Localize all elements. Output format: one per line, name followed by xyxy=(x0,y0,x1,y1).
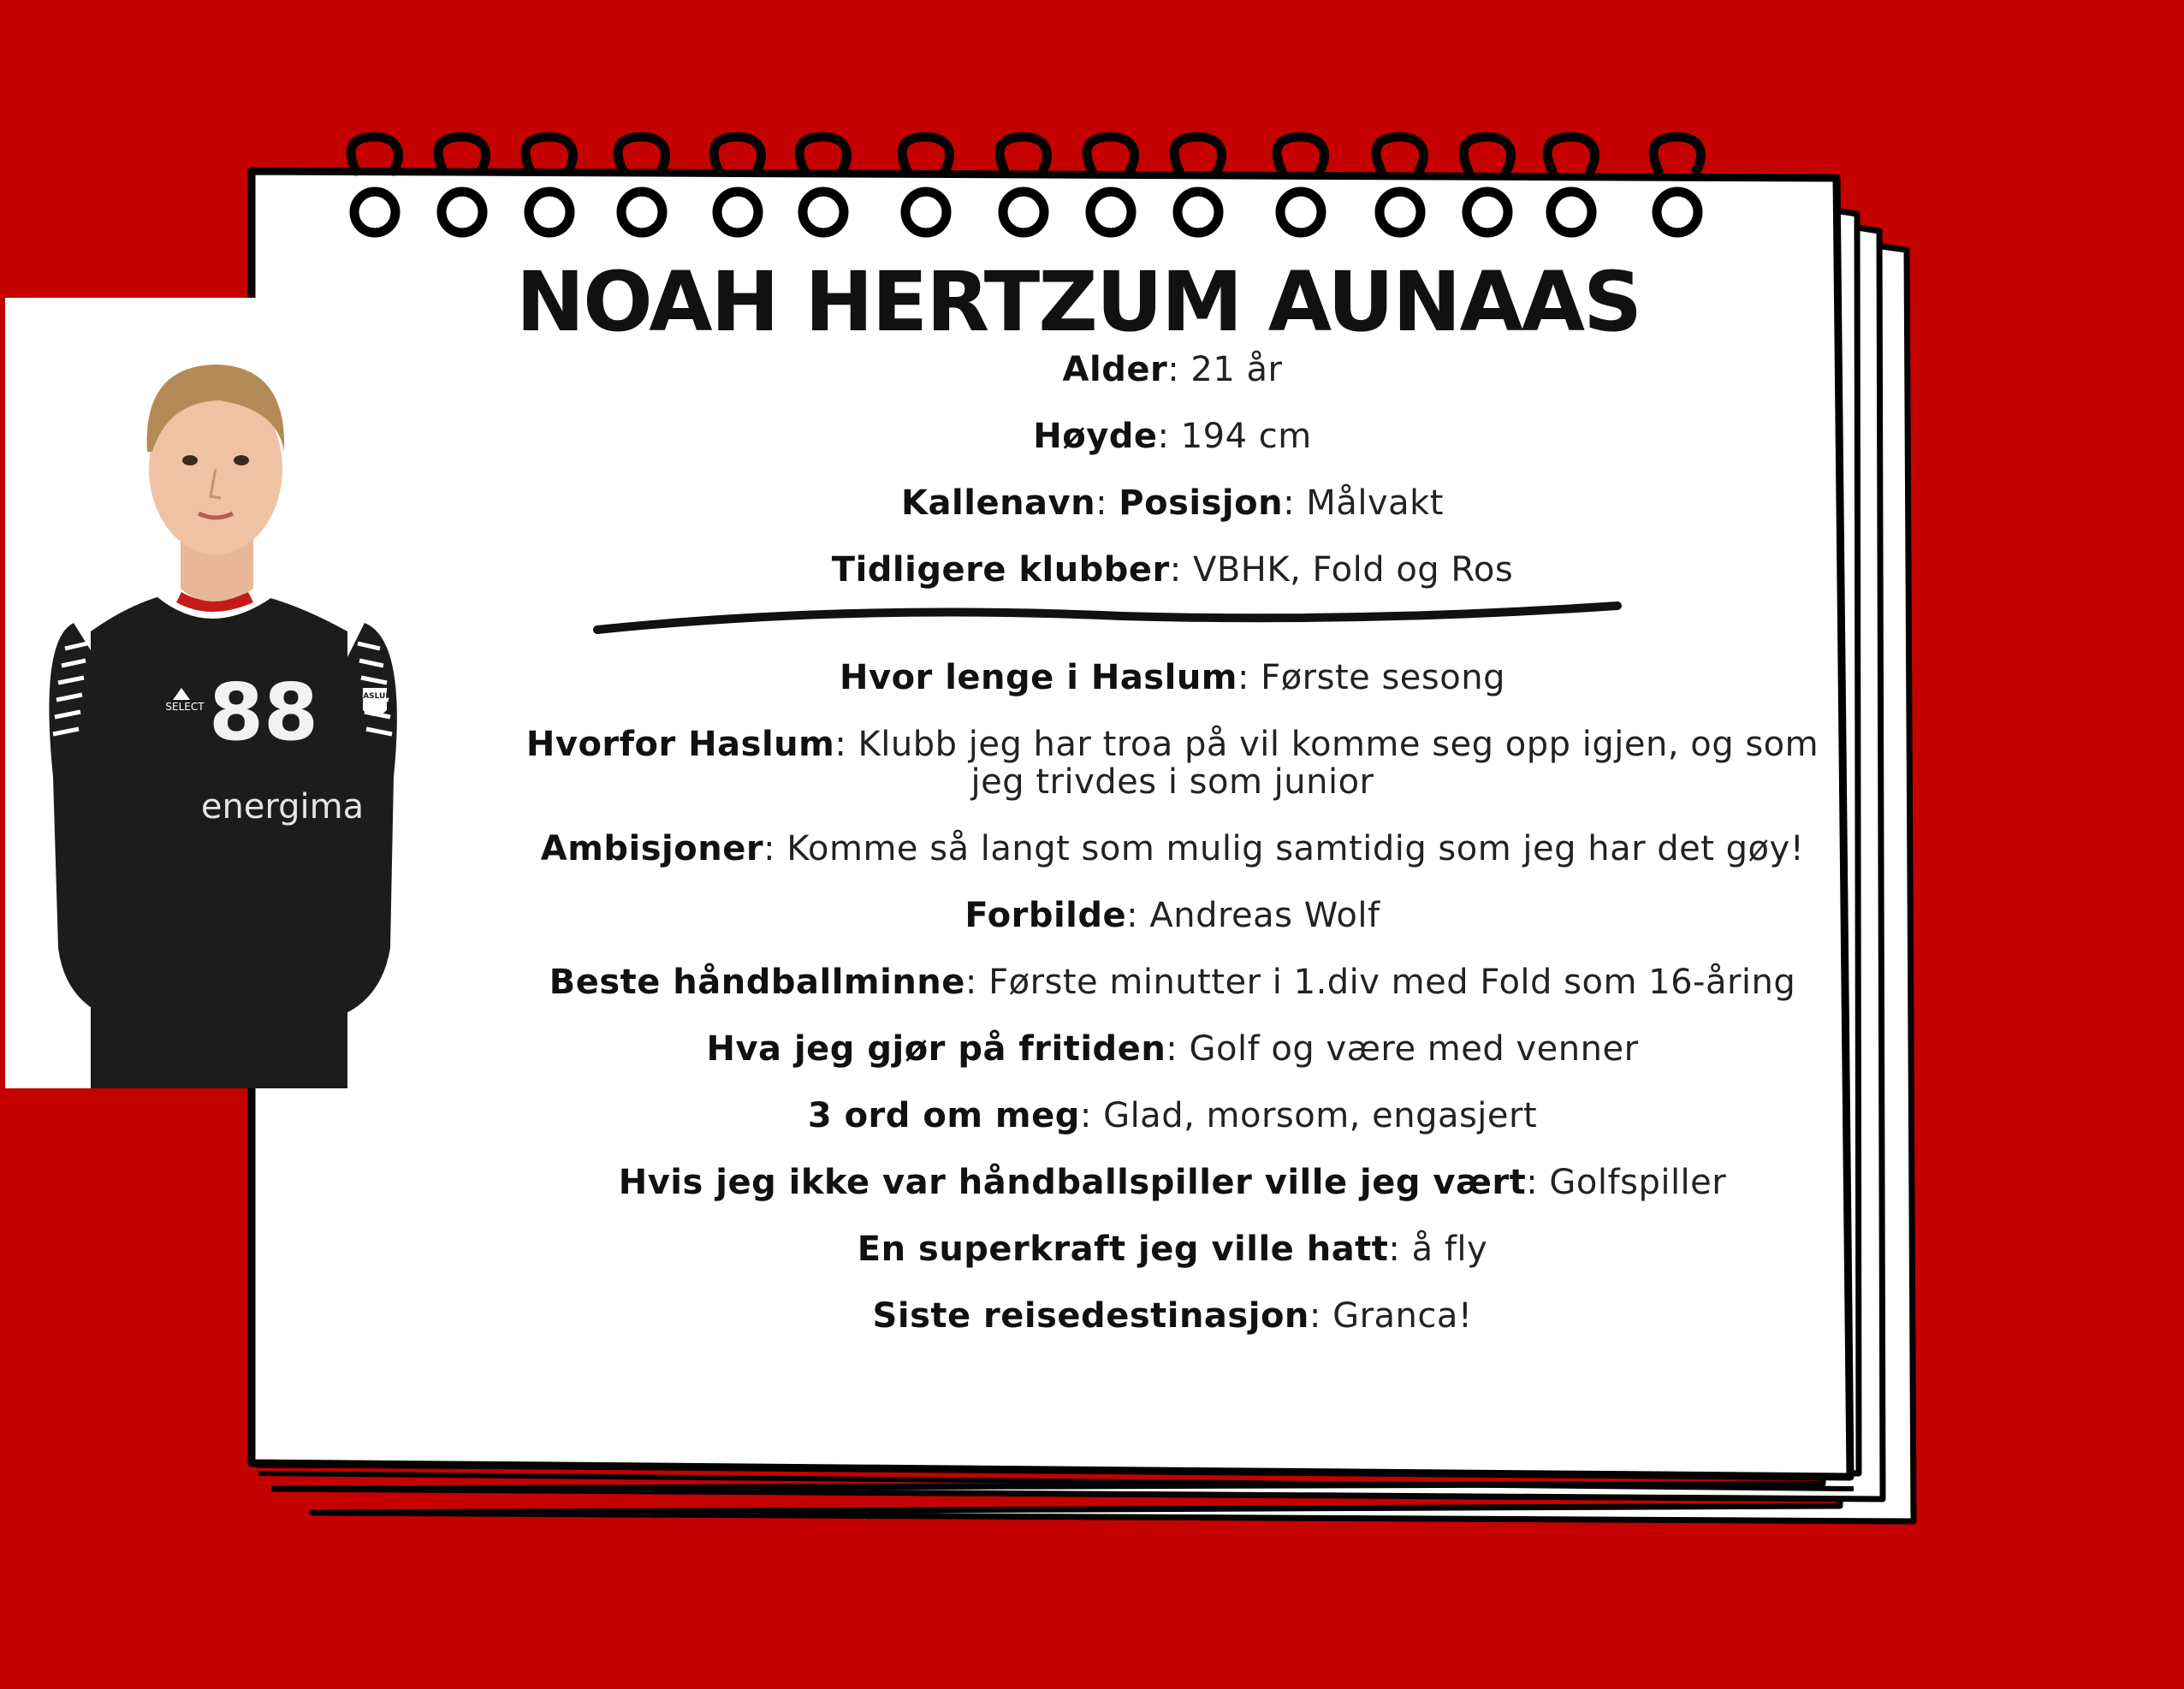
player-name: NOAH HERTZUM AUNAAS xyxy=(515,254,1641,350)
fact-row-nickname-position: Kallenavn: Posisjon: Målvakt xyxy=(901,483,1444,523)
fact-row-why-haslum: Hvorfor Haslum: Klubb jeg har troa på vil komme seg opp igjen, og som jeg trivdes i som junior xyxy=(525,725,1819,802)
fact-row-superpower: En superkraft jeg ville hatt: å fly xyxy=(857,1230,1488,1269)
fact-row-tenure: Hvor lenge i Haslum: Første sesong xyxy=(840,658,1505,697)
fact-row-free-time: Hva jeg gjør på fritiden: Golf og være med venner xyxy=(706,1029,1639,1069)
basic-facts xyxy=(513,351,1831,618)
detail-facts xyxy=(513,659,1831,1364)
fact-row-alt-career: Hvis jeg ikke var håndballspiller ville jeg vært: Golfspiller xyxy=(618,1163,1727,1202)
player-photo xyxy=(5,298,423,1088)
fact-row-last-trip: Siste reisedestinasjon: Granca! xyxy=(872,1296,1473,1336)
fact-row-three-words: 3 ord om meg: Glad, morsom, engasjert xyxy=(807,1096,1538,1135)
player-illustration xyxy=(5,298,423,1088)
jersey-brand: SELECT xyxy=(165,701,205,713)
club-crest-label: HASLUM xyxy=(356,692,394,701)
divider-line xyxy=(591,599,1626,638)
fact-row-age: Alder: 21 år xyxy=(1062,350,1283,389)
fact-row-previous-clubs: Tidligere klubber: VBHK, Fold og Ros xyxy=(831,550,1514,590)
fact-row-height: Høyde: 194 cm xyxy=(1033,417,1312,456)
fact-row-ambitions: Ambisjoner: Komme så langt som mulig samtidig som jeg har det gøy! xyxy=(540,829,1805,868)
jersey-number: 88 xyxy=(208,667,319,758)
jersey-sponsor: energima xyxy=(200,787,365,827)
fact-row-best-memory: Beste håndballminne: Første minutter i 1.div med Fold som 16-åring xyxy=(549,963,1796,1002)
fact-row-role-model: Forbilde: Andreas Wolf xyxy=(964,896,1380,935)
